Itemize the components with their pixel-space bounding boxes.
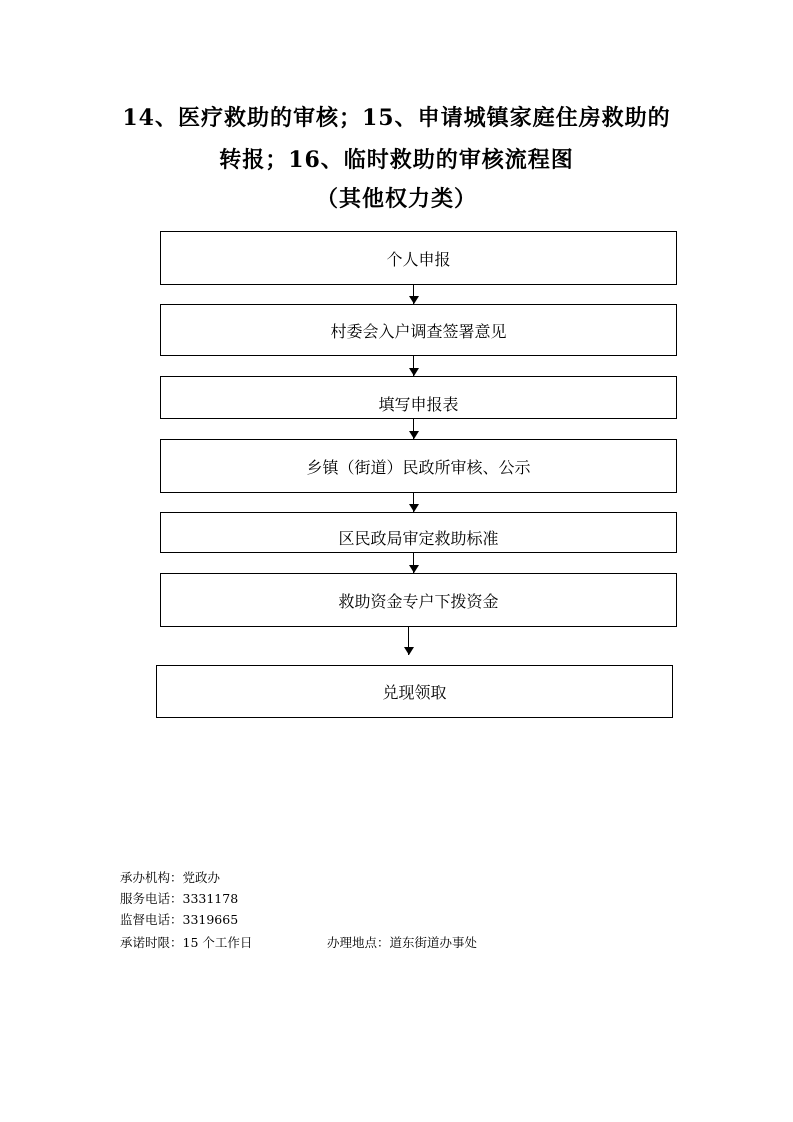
step-fund-allocation: 救助资金专户下拨资金: [160, 573, 677, 627]
title-line-3: （其他权力类）: [315, 186, 477, 212]
arrow-5: [409, 553, 419, 573]
step-township-review: 乡镇（街道）民政所审核、公示: [160, 439, 677, 493]
arrow-6: [404, 627, 414, 655]
arrow-3: [409, 419, 419, 439]
step-redeem-collect: 兑现领取: [156, 665, 673, 718]
location-text: 办理地点：道东街道办事处: [327, 935, 478, 950]
arrow-2: [409, 356, 419, 376]
arrow-1: [409, 285, 419, 304]
title-line-1: 14、医疗救助的审核；15、申请城镇家庭住房救助的: [122, 105, 671, 131]
agency-text: 承办机构：党政办: [120, 870, 221, 885]
title-line-2: 转报；16、临时救助的审核流程图: [219, 147, 574, 173]
service-phone-text: 服务电话：3331178: [120, 891, 239, 906]
step-village-investigation: 村委会入户调查签署意见: [160, 304, 677, 356]
step-district-approval: 区民政局审定救助标准: [160, 512, 677, 553]
arrow-4: [409, 493, 419, 512]
step-fill-form: 填写申报表: [160, 376, 677, 419]
step-personal-application: 个人申报: [160, 231, 677, 285]
supervise-phone-text: 监督电话：3319665: [120, 912, 239, 927]
time-limit-text: 承诺时限：15 个工作日: [120, 935, 253, 950]
